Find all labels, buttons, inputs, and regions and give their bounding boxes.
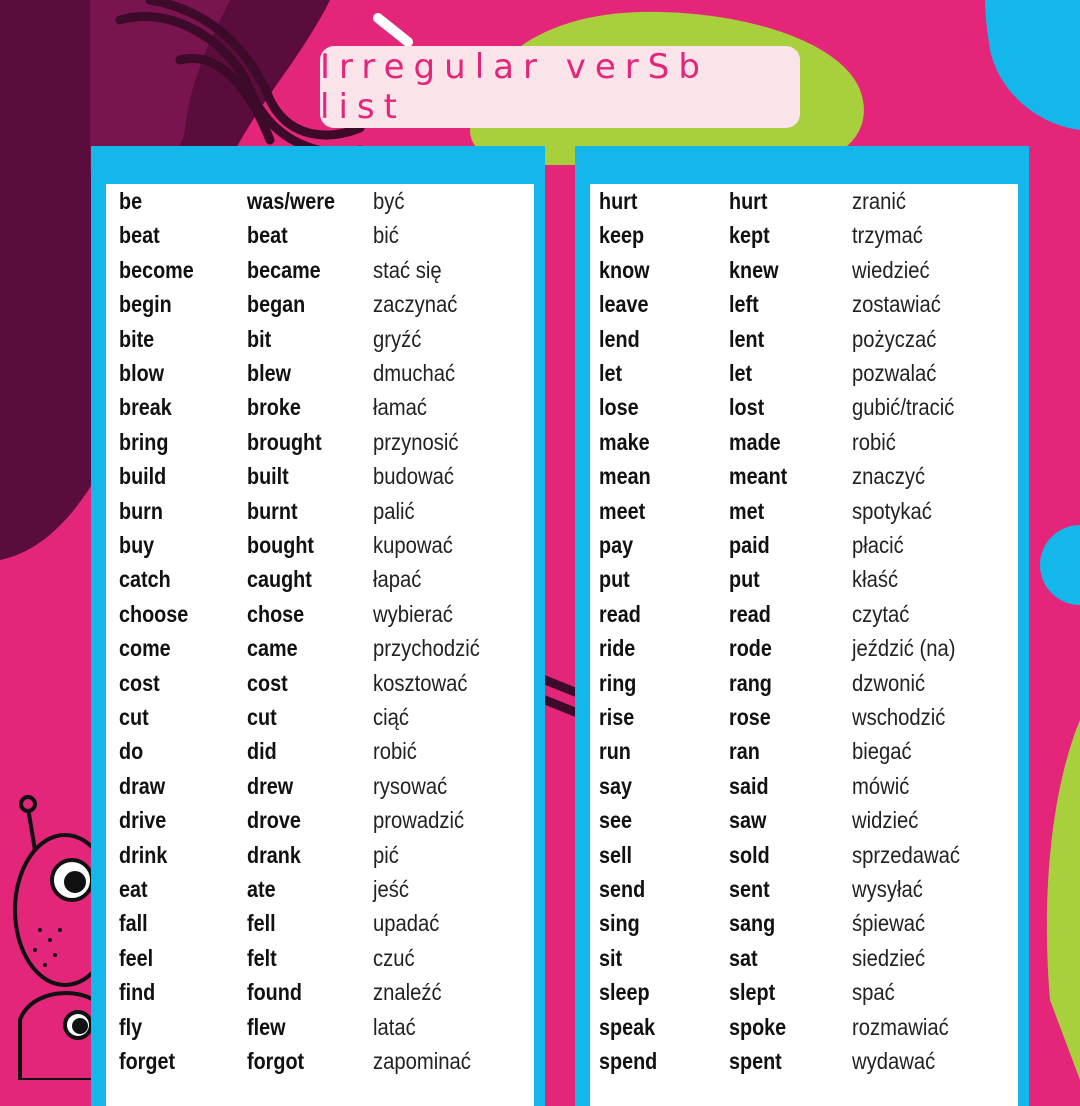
base-form: sell (599, 841, 633, 868)
translation: upadać (373, 910, 440, 937)
base-form: spend (599, 1048, 658, 1074)
base-form: drive (119, 807, 167, 834)
past-form: rang (729, 669, 772, 696)
translation: spać (852, 979, 895, 1006)
translation: zaczynać (373, 291, 458, 318)
base-form: mean (599, 463, 651, 490)
translation: spotykać (852, 497, 932, 524)
past-form: lent (729, 325, 765, 352)
translation: sprzedawać (852, 841, 961, 868)
translation: znaczyć (852, 463, 926, 490)
past-form: came (247, 635, 298, 662)
translation: przychodzić (373, 635, 480, 662)
past-form: ran (729, 738, 760, 765)
base-form: cut (119, 704, 149, 730)
translation: robić (373, 738, 417, 765)
past-form: found (247, 979, 302, 1006)
base-form: ride (599, 635, 636, 662)
translation: pożyczać (852, 325, 937, 352)
base-form: know (599, 256, 650, 283)
translation: śpiewać (852, 910, 926, 937)
translation: mówić (852, 772, 910, 799)
base-form: see (599, 807, 633, 834)
base-form: do (119, 738, 144, 765)
verb-table-right (575, 146, 1029, 1106)
past-form: paid (729, 532, 770, 558)
base-form: forget (119, 1048, 176, 1074)
past-form: caught (247, 566, 312, 593)
past-form: drank (247, 841, 301, 868)
base-form: run (599, 738, 631, 765)
translation: kosztować (373, 669, 468, 696)
base-form: begin (119, 291, 172, 318)
past-form: saw (729, 807, 767, 834)
translation: pić (373, 841, 399, 868)
translation: czytać (852, 600, 910, 627)
base-form: sing (599, 910, 640, 937)
base-form: catch (119, 566, 171, 593)
past-form: beat (247, 222, 288, 249)
translation: kłaść (852, 566, 899, 593)
past-form: flew (247, 1013, 286, 1040)
translation: łamać (373, 394, 427, 421)
translation: zranić (852, 188, 906, 214)
translation: przynosić (373, 428, 459, 455)
past-form: put (729, 566, 760, 593)
past-form: did (247, 738, 277, 765)
past-form: became (247, 256, 321, 283)
translation: widzieć (852, 807, 919, 834)
past-form: drove (247, 807, 301, 834)
past-form: fell (247, 910, 276, 937)
base-form: leave (599, 291, 649, 318)
base-form: sit (599, 944, 623, 971)
base-form: blow (119, 360, 165, 386)
base-form: beat (119, 222, 160, 249)
past-form: left (729, 291, 759, 318)
translation: biegać (852, 738, 912, 765)
past-form: knew (729, 256, 779, 283)
base-form: hurt (599, 188, 638, 214)
translation: wydawać (852, 1048, 936, 1074)
base-form: buy (119, 532, 155, 558)
translation: czuć (373, 944, 415, 971)
translation: rysować (373, 772, 448, 799)
past-form: felt (247, 944, 277, 971)
base-form: make (599, 428, 650, 455)
past-form: cut (247, 704, 277, 730)
past-form: let (729, 360, 753, 386)
base-form: read (599, 600, 641, 627)
base-form: choose (119, 600, 189, 627)
translation: dmuchać (373, 360, 456, 386)
base-form: cost (119, 669, 160, 696)
base-form: find (119, 979, 156, 1006)
translation: wysyłać (852, 876, 923, 902)
past-form: brought (247, 428, 322, 455)
translation: budować (373, 463, 455, 490)
past-form: rode (729, 635, 772, 662)
translation: rozmawiać (852, 1013, 949, 1040)
past-form: sat (729, 944, 758, 971)
translation: wiedzieć (852, 256, 930, 283)
base-form: come (119, 635, 171, 662)
base-form: build (119, 463, 167, 490)
base-form: lend (599, 325, 640, 352)
base-form: drink (119, 841, 168, 868)
past-form: broke (247, 394, 301, 421)
base-form: send (599, 876, 646, 902)
base-form: rise (599, 704, 635, 730)
base-form: let (599, 360, 623, 386)
verb-list-panel-left (106, 184, 534, 1106)
translation: stać się (373, 256, 442, 283)
base-form: say (599, 772, 633, 799)
past-form: spent (729, 1048, 782, 1074)
base-form: speak (599, 1013, 656, 1040)
past-form: forgot (247, 1048, 305, 1074)
monster-illustration-icon (0, 790, 100, 1080)
translation: zostawiać (852, 291, 941, 318)
base-form: pay (599, 532, 634, 558)
base-form: burn (119, 497, 163, 524)
base-form: become (119, 256, 194, 283)
base-form: be (119, 188, 143, 214)
past-form: blew (247, 360, 291, 386)
past-form: sold (729, 841, 770, 868)
translation: siedzieć (852, 944, 926, 971)
translation: kupować (373, 532, 453, 558)
translation: latać (373, 1013, 416, 1040)
base-form: feel (119, 944, 154, 971)
past-form: burnt (247, 497, 298, 524)
past-form: began (247, 291, 306, 318)
past-form: meant (729, 463, 788, 490)
base-form: fall (119, 910, 148, 937)
translation: wschodzić (852, 704, 946, 730)
verb-list-panel-right (590, 184, 1018, 1106)
base-form: ring (599, 669, 637, 696)
base-form: draw (119, 772, 166, 799)
translation: gryźć (373, 325, 422, 352)
translation: jeździć (na) (852, 635, 956, 662)
past-form: ate (247, 876, 276, 902)
translation: prowadzić (373, 807, 465, 834)
translation: dzwonić (852, 669, 926, 696)
past-form: rose (729, 704, 771, 730)
past-form: made (729, 428, 781, 455)
base-form: fly (119, 1013, 143, 1040)
translation: ciąć (373, 704, 409, 730)
past-form: cost (247, 669, 288, 696)
page-title: Irregular verSb list (320, 47, 709, 127)
base-form: sleep (599, 979, 650, 1006)
translation: znaleźć (373, 979, 442, 1006)
past-form: sent (729, 876, 770, 902)
past-form: met (729, 497, 765, 524)
past-form: bought (247, 532, 314, 558)
translation: zapominać (373, 1048, 471, 1074)
base-form: bring (119, 428, 169, 455)
verb-table-left (91, 146, 545, 1106)
past-form: chose (247, 600, 305, 627)
base-form: lose (599, 394, 639, 421)
past-form: said (729, 772, 769, 799)
translation: wybierać (373, 600, 453, 627)
translation: trzymać (852, 222, 923, 249)
base-form: eat (119, 876, 148, 902)
past-form: sang (729, 910, 776, 937)
translation: jeść (373, 876, 409, 902)
translation: być (373, 188, 405, 214)
translation: płacić (852, 532, 904, 558)
base-form: bite (119, 325, 155, 352)
past-form: kept (729, 222, 770, 249)
title-banner (320, 46, 800, 128)
past-form: slept (729, 979, 776, 1006)
base-form: keep (599, 222, 645, 249)
past-form: was/were (247, 188, 335, 214)
past-form: read (729, 600, 771, 627)
translation: łapać (373, 566, 422, 593)
base-form: meet (599, 497, 646, 524)
translation: bić (373, 222, 399, 249)
past-form: spoke (729, 1013, 787, 1040)
past-form: lost (729, 394, 765, 421)
base-form: put (599, 566, 630, 593)
translation: gubić/tracić (852, 394, 955, 421)
translation: palić (373, 497, 415, 524)
translation: robić (852, 428, 896, 455)
past-form: hurt (729, 188, 768, 214)
past-form: built (247, 463, 289, 490)
base-form: break (119, 394, 172, 421)
translation: pozwalać (852, 360, 937, 386)
past-form: drew (247, 772, 294, 799)
past-form: bit (247, 325, 272, 352)
